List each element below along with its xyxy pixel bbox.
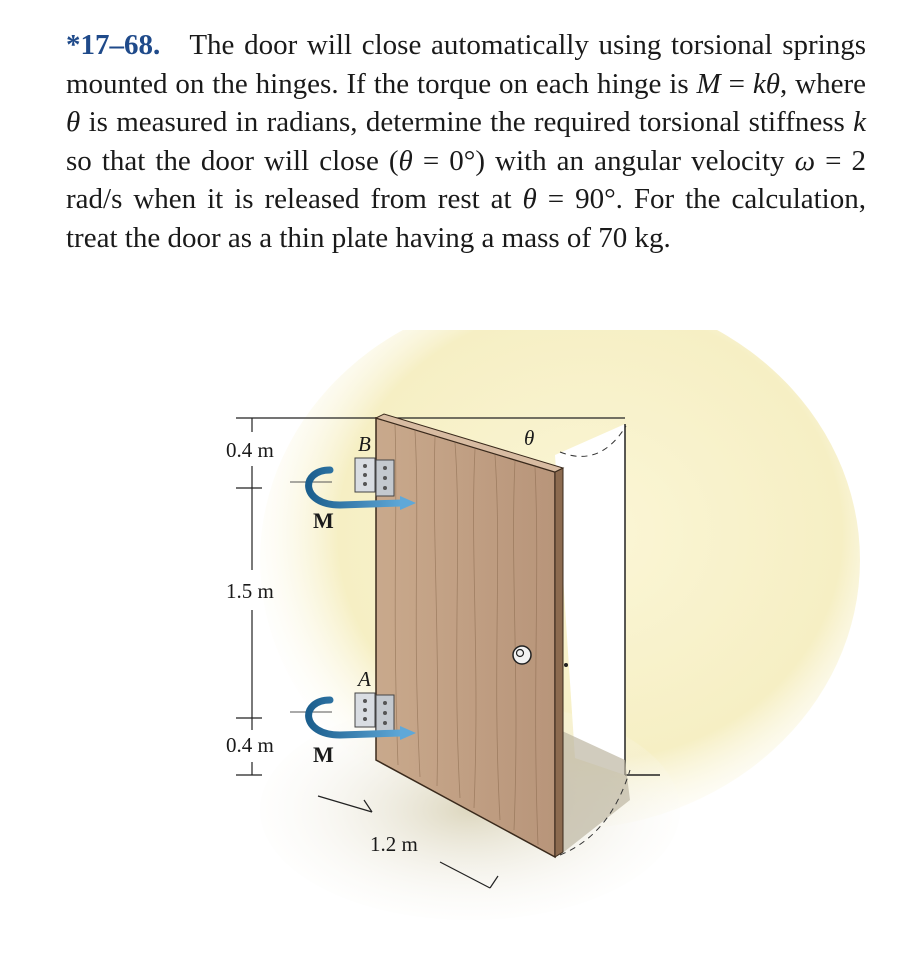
dim-width-label: 1.2 m: [370, 832, 418, 856]
var-theta-2: θ: [66, 106, 81, 138]
hinge-a-icon: [355, 693, 394, 731]
var-k: k: [752, 67, 766, 100]
dim-middle-label: 1.5 m: [226, 579, 274, 603]
moment-bottom-label: M: [313, 742, 334, 767]
door-diagram: [0, 330, 905, 961]
hinge-b-label: B: [358, 432, 371, 456]
problem-text-6: = 2 rad/s when it is released from rest at: [66, 144, 867, 215]
dim-bottom-label: 0.4 m: [226, 733, 274, 757]
hinge-a-label: A: [358, 667, 371, 691]
dim-top-label: 0.4 m: [226, 438, 274, 462]
latch-dot: [564, 663, 568, 667]
problem-text-5: = 0°) with an angular velocity: [412, 144, 795, 177]
problem-text-4: so that the door will close (: [66, 144, 399, 177]
problem-number: *17–68.: [66, 29, 161, 61]
problem-text-7: = 90°. For the calculation, treat the door as a thin plate having a mass of 70 kg.: [66, 183, 866, 254]
equals-1: =: [720, 67, 753, 100]
problem-text-3: is measured in radians, determine the required torsional stiffness: [80, 106, 854, 138]
door-edge: [555, 468, 563, 857]
var-m: M: [696, 67, 721, 100]
var-theta-4: θ: [522, 183, 537, 215]
angle-label: θ: [524, 426, 535, 450]
problem-statement: [66, 26, 866, 257]
problem-text-1: The door will close automatically using torsional springs mounted on the hinges. If the torque on each hinge is: [66, 29, 867, 100]
var-omega: ω: [794, 144, 816, 177]
var-theta: θ: [765, 67, 780, 100]
var-theta-3: θ: [398, 144, 413, 177]
door-figure: [0, 330, 905, 961]
hinge-b-icon: [355, 458, 394, 496]
problem-text-2: , where: [780, 67, 866, 100]
var-k-2: k: [853, 106, 866, 138]
door-knob-icon: [513, 646, 531, 664]
moment-top-label: M: [313, 508, 334, 533]
